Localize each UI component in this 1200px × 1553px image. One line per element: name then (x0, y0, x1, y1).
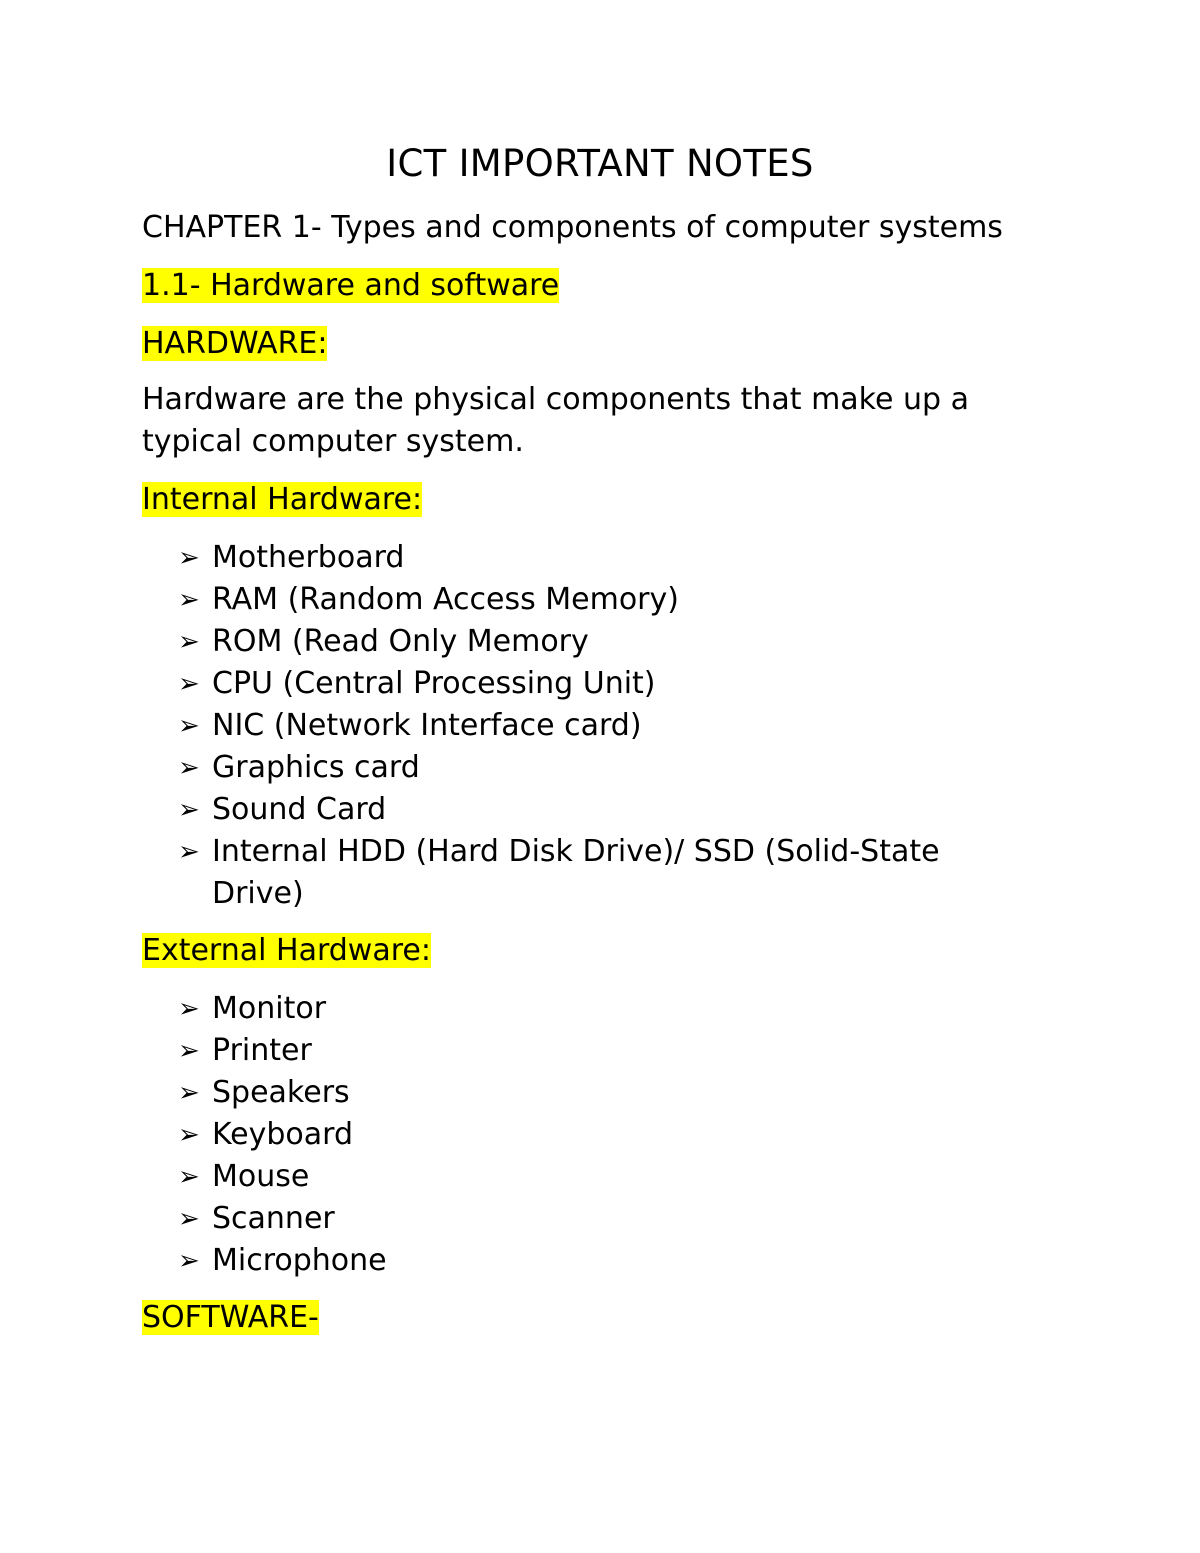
internal-hardware-heading-text: Internal Hardware: (142, 482, 423, 517)
list-item (178, 621, 1038, 663)
hardware-definition: Hardware are the physical components that make up a typical computer system. (142, 382, 969, 459)
list-item-text: Internal HDD (Hard Disk Drive)/ SSD (Solid-State Drive) (212, 834, 940, 911)
page-title: ICT IMPORTANT NOTES (386, 142, 814, 185)
list-item-text: Speakers (212, 1075, 350, 1110)
list-item-text: CPU (Central Processing Unit) (212, 666, 656, 701)
chapter-heading: CHAPTER 1- Types and components of computer systems (142, 210, 1003, 245)
arrowhead-bullet-icon: ➢ (178, 627, 200, 657)
arrowhead-bullet-icon: ➢ (178, 711, 200, 741)
list-item-text: Motherboard (212, 540, 405, 575)
arrowhead-bullet-icon: ➢ (178, 795, 200, 825)
list-item-text: ROM (Read Only Memory (212, 624, 589, 659)
list-item-text: Graphics card (212, 750, 420, 785)
list-item (178, 1240, 1038, 1282)
list-item-text: NIC (Network Interface card) (212, 708, 642, 743)
list-item-text: Keyboard (212, 1117, 354, 1152)
list-item (178, 1072, 1038, 1114)
arrowhead-bullet-icon: ➢ (178, 1246, 200, 1276)
arrowhead-bullet-icon: ➢ (178, 1036, 200, 1066)
section-heading (142, 265, 559, 307)
external-hardware-heading-text: External Hardware: (142, 933, 431, 968)
section-heading-text: 1.1- Hardware and software (142, 268, 560, 303)
arrowhead-bullet-icon: ➢ (178, 1162, 200, 1192)
arrowhead-bullet-icon: ➢ (178, 1120, 200, 1150)
arrowhead-bullet-icon: ➢ (178, 994, 200, 1024)
list-item (178, 1156, 1038, 1198)
list-item (178, 747, 1038, 789)
list-item (178, 789, 1038, 831)
list-item (178, 988, 1038, 1030)
list-item (178, 1114, 1038, 1156)
arrowhead-bullet-icon: ➢ (178, 669, 200, 699)
list-item (178, 1198, 1038, 1240)
list-item-text: Mouse (212, 1159, 310, 1194)
external-hardware-heading (142, 930, 431, 972)
arrowhead-bullet-icon: ➢ (178, 837, 200, 867)
list-item-text: Scanner (212, 1201, 335, 1236)
hardware-heading-text: HARDWARE: (142, 326, 328, 361)
external-hardware-list (178, 988, 1038, 1282)
arrowhead-bullet-icon: ➢ (178, 753, 200, 783)
software-heading (142, 1297, 319, 1339)
hardware-heading (142, 323, 327, 365)
arrowhead-bullet-icon: ➢ (178, 585, 200, 615)
internal-hardware-list (178, 537, 1038, 915)
list-item (178, 537, 1038, 579)
list-item (178, 663, 1038, 705)
list-item (178, 831, 1038, 915)
list-item-text: Monitor (212, 991, 327, 1026)
list-item-text: Microphone (212, 1243, 387, 1278)
list-item-text: Sound Card (212, 792, 387, 827)
arrowhead-bullet-icon: ➢ (178, 543, 200, 573)
arrowhead-bullet-icon: ➢ (178, 1078, 200, 1108)
list-item-text: RAM (Random Access Memory) (212, 582, 679, 617)
list-item (178, 1030, 1038, 1072)
list-item (178, 705, 1038, 747)
internal-hardware-heading (142, 479, 422, 521)
arrowhead-bullet-icon: ➢ (178, 1204, 200, 1234)
list-item-text: Printer (212, 1033, 312, 1068)
software-heading-text: SOFTWARE- (142, 1300, 319, 1335)
list-item (178, 579, 1038, 621)
